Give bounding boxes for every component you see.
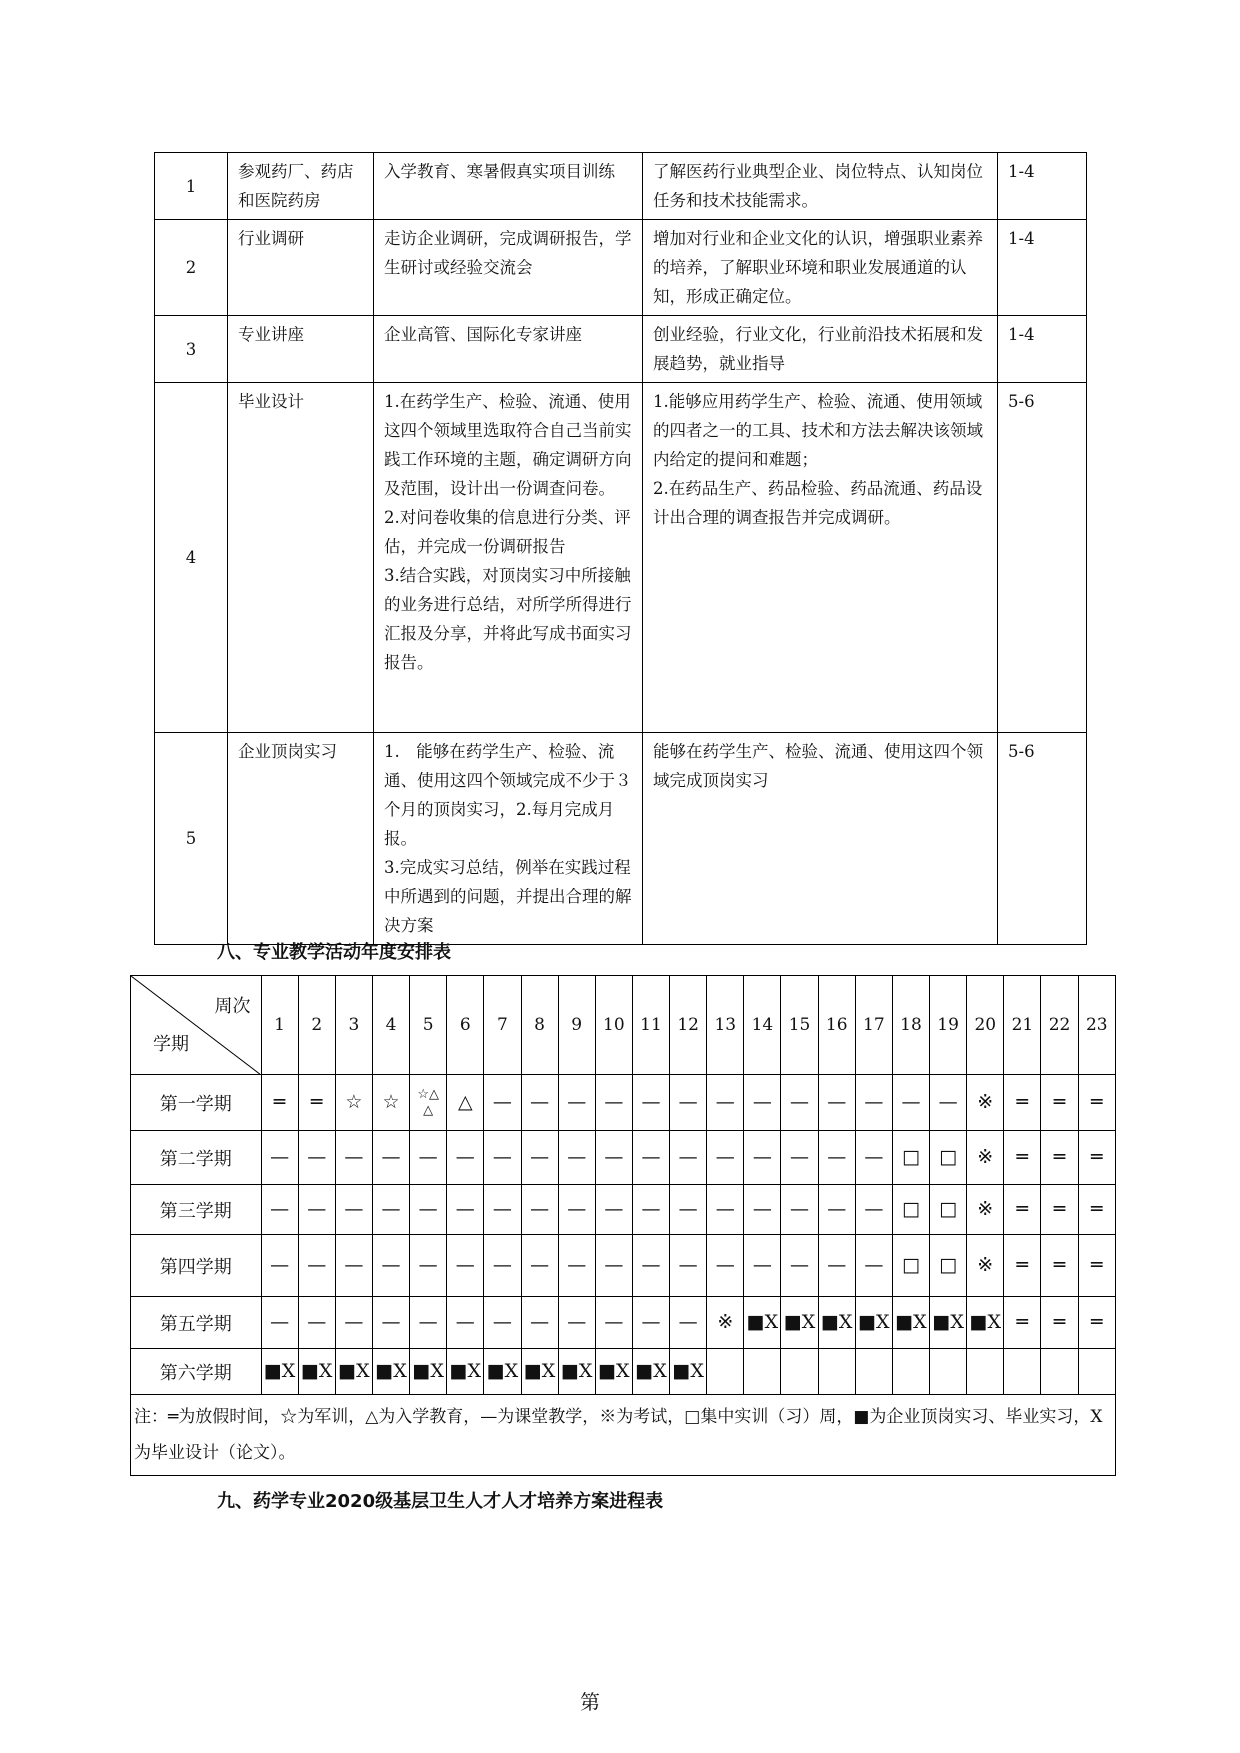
schedule-cell: —	[410, 1185, 447, 1235]
row-number: 5	[155, 733, 228, 945]
schedule-cell: ☆	[372, 1075, 409, 1131]
week-header: 2	[298, 976, 335, 1075]
week-header: 4	[372, 976, 409, 1075]
schedule-cell: —	[892, 1075, 929, 1131]
week-header: 20	[967, 976, 1004, 1075]
schedule-cell	[892, 1349, 929, 1395]
term-label: 第三学期	[131, 1185, 262, 1235]
week-header: 23	[1078, 976, 1115, 1075]
schedule-cell: —	[707, 1185, 744, 1235]
page-footer: 第	[580, 1690, 600, 1714]
schedule-cell: —	[707, 1075, 744, 1131]
schedule-cell: —	[744, 1131, 781, 1185]
practice-activities-table	[154, 152, 1087, 945]
schedule-cell: ■X	[670, 1349, 707, 1395]
schedule-cell: —	[484, 1075, 521, 1131]
schedule-cell: —	[744, 1075, 781, 1131]
schedule-cell: —	[410, 1131, 447, 1185]
schedule-cell: ═	[1004, 1235, 1041, 1297]
schedule-cell: ═	[1078, 1131, 1115, 1185]
activity-goal	[643, 153, 998, 220]
schedule-cell: ═	[1004, 1075, 1041, 1131]
schedule-cell: ■X	[447, 1349, 484, 1395]
schedule-cell: —	[595, 1075, 632, 1131]
annual-schedule-table	[130, 975, 1116, 1476]
schedule-cell: —	[521, 1297, 558, 1349]
schedule-cell: —	[410, 1235, 447, 1297]
schedule-cell: —	[447, 1235, 484, 1297]
schedule-cell: —	[632, 1131, 669, 1185]
schedule-cell: ■X	[521, 1349, 558, 1395]
schedule-cell: □	[892, 1235, 929, 1297]
schedule-cell: —	[484, 1131, 521, 1185]
schedule-cell: —	[818, 1235, 855, 1297]
activity-form-line: 1. 能够在药学生产、检验、流通、使用这四个领域完成不少于３个月的顶岗实习，2.每月完成月报。	[384, 742, 632, 848]
week-header: 13	[707, 976, 744, 1075]
schedule-cell: ■X	[595, 1349, 632, 1395]
schedule-cell: ■X	[558, 1349, 595, 1395]
week-header: 7	[484, 976, 521, 1075]
schedule-cell: —	[781, 1235, 818, 1297]
schedule-cell: —	[298, 1131, 335, 1185]
schedule-cell	[1004, 1349, 1041, 1395]
activity-form-line: 走访企业调研，完成调研报告，学生研讨或经验交流会	[384, 229, 632, 277]
practice-row	[155, 153, 1087, 220]
schedule-cell: △	[447, 1075, 484, 1131]
schedule-cell: ═	[1041, 1075, 1078, 1131]
schedule-cell: —	[670, 1185, 707, 1235]
schedule-cell: —	[521, 1131, 558, 1185]
schedule-cell: ■X	[818, 1297, 855, 1349]
schedule-cell	[1041, 1349, 1078, 1395]
schedule-cell: □	[892, 1185, 929, 1235]
schedule-cell: —	[335, 1297, 372, 1349]
schedule-cell: —	[484, 1185, 521, 1235]
practice-table-body	[155, 153, 1087, 945]
activity-form-line: 1.在药学生产、检验、流通、使用这四个领域里选取符合自己当前实践工作环境的主题，确定调研方向及范围，设计出一份调查问卷。	[384, 392, 632, 498]
schedule-cell: —	[372, 1297, 409, 1349]
activity-goal	[643, 383, 998, 733]
week-header: 1	[261, 976, 298, 1075]
schedule-cell: —	[558, 1075, 595, 1131]
schedule-cell: ■X	[372, 1349, 409, 1395]
activity-form	[374, 316, 643, 383]
schedule-cell: —	[744, 1185, 781, 1235]
schedule-cell: —	[595, 1297, 632, 1349]
row-number: 2	[155, 220, 228, 316]
week-header: 22	[1041, 976, 1078, 1075]
activity-goal-line: 1.能够应用药学生产、检验、流通、使用领域的四者之一的工具、技术和方法去解决该领域内给定的提问和难题；	[653, 392, 983, 469]
activity-form-line: 3.结合实践，对顶岗实习中所接触的业务进行总结，对所学所得进行汇报及分享，并将此写成书面实习报告。	[384, 566, 632, 672]
schedule-cell	[967, 1349, 1004, 1395]
schedule-cell: ■X	[261, 1349, 298, 1395]
practice-row	[155, 383, 1087, 733]
week-header: 16	[818, 976, 855, 1075]
activity-name: 毕业设计	[228, 383, 374, 733]
schedule-cell: ═	[298, 1075, 335, 1131]
activity-form-line: 入学教育、寒暑假真实项目训练	[384, 162, 615, 181]
schedule-cell	[781, 1349, 818, 1395]
schedule-cell: —	[781, 1131, 818, 1185]
schedule-cell: ═	[1004, 1185, 1041, 1235]
schedule-cell: —	[558, 1235, 595, 1297]
section-8-heading: 八、专业教学活动年度安排表	[217, 942, 451, 963]
week-header: 5	[410, 976, 447, 1075]
term-row	[131, 1235, 1116, 1297]
week-header: 6	[447, 976, 484, 1075]
corner-term-label: 学期	[153, 1034, 189, 1055]
corner-header	[131, 976, 262, 1075]
activity-form-line: 3.完成实习总结，例举在实践过程中所遇到的问题，并提出合理的解决方案	[384, 858, 632, 935]
schedule-cell: ■X	[967, 1297, 1004, 1349]
schedule-cell: —	[261, 1185, 298, 1235]
schedule-cell	[1078, 1349, 1115, 1395]
term-label: 第二学期	[131, 1131, 262, 1185]
activity-term: 5-6	[998, 733, 1087, 945]
schedule-cell: —	[558, 1297, 595, 1349]
schedule-cell: —	[632, 1235, 669, 1297]
schedule-cell: —	[595, 1185, 632, 1235]
schedule-cell: ═	[1078, 1185, 1115, 1235]
row-number: 4	[155, 383, 228, 733]
week-header: 11	[632, 976, 669, 1075]
schedule-cell: —	[855, 1075, 892, 1131]
schedule-cell: ※	[967, 1131, 1004, 1185]
schedule-cell	[818, 1349, 855, 1395]
schedule-cell: ═	[1004, 1131, 1041, 1185]
schedule-cell: —	[484, 1235, 521, 1297]
schedule-cell: —	[335, 1235, 372, 1297]
diagonal-divider	[131, 976, 261, 1075]
schedule-cell: ═	[1041, 1131, 1078, 1185]
activity-form	[374, 220, 643, 316]
schedule-cell: —	[335, 1185, 372, 1235]
schedule-cell: □	[892, 1131, 929, 1185]
schedule-cell: ■X	[484, 1349, 521, 1395]
schedule-cell: ※	[967, 1185, 1004, 1235]
term-label: 第四学期	[131, 1235, 262, 1297]
week-header: 19	[930, 976, 967, 1075]
schedule-cell: ■X	[855, 1297, 892, 1349]
schedule-cell: —	[521, 1075, 558, 1131]
schedule-cell: ■X	[298, 1349, 335, 1395]
term-row	[131, 1185, 1116, 1235]
schedule-cell: —	[372, 1185, 409, 1235]
week-header: 10	[595, 976, 632, 1075]
week-header: 15	[781, 976, 818, 1075]
activity-name: 专业讲座	[228, 316, 374, 383]
activity-goal-line: 创业经验，行业文化，行业前沿技术拓展和发展趋势，就业指导	[653, 325, 983, 373]
schedule-cell: □	[930, 1235, 967, 1297]
term-row	[131, 1297, 1116, 1349]
activity-goal-line: 能够在药学生产、检验、流通、使用这四个领域完成顶岗实习	[653, 742, 983, 790]
schedule-cell: —	[558, 1131, 595, 1185]
schedule-cell: —	[410, 1297, 447, 1349]
schedule-cell: —	[298, 1185, 335, 1235]
schedule-cell	[707, 1349, 744, 1395]
week-header: 12	[670, 976, 707, 1075]
activity-term: 1-4	[998, 153, 1087, 220]
week-header: 17	[855, 976, 892, 1075]
schedule-cell: —	[484, 1297, 521, 1349]
activity-goal-line: 2.在药品生产、药品检验、药品流通、药品设计出合理的调查报告并完成调研。	[653, 479, 983, 527]
schedule-cell: —	[298, 1235, 335, 1297]
schedule-cell: ※	[707, 1297, 744, 1349]
legend-note: 注：═为放假时间，☆为军训，△为入学教育，—为课堂教学，※为考试，□集中实训（习）周，■为企业顶岗实习、毕业实习，X为毕业设计（论文）。	[131, 1395, 1116, 1476]
schedule-cell: □	[930, 1131, 967, 1185]
activity-goal	[643, 316, 998, 383]
schedule-cell: —	[670, 1235, 707, 1297]
schedule-cell: ☆△ △	[410, 1075, 447, 1131]
schedule-cell: —	[707, 1235, 744, 1297]
activity-name: 行业调研	[228, 220, 374, 316]
schedule-cell: —	[818, 1075, 855, 1131]
section-9-heading: 九、药学专业2020级基层卫生人才人才培养方案进程表	[217, 1491, 664, 1512]
practice-row	[155, 733, 1087, 945]
activity-form-line: 2.对问卷收集的信息进行分类、评估，并完成一份调研报告	[384, 508, 631, 556]
schedule-cell: —	[781, 1075, 818, 1131]
schedule-cell: ※	[967, 1075, 1004, 1131]
practice-row	[155, 220, 1087, 316]
schedule-cell: ■X	[744, 1297, 781, 1349]
corner-week-label: 周次	[214, 996, 251, 1017]
schedule-cell: —	[261, 1235, 298, 1297]
row-number: 3	[155, 316, 228, 383]
term-row	[131, 1131, 1116, 1185]
term-label: 第六学期	[131, 1349, 262, 1395]
schedule-cell: —	[670, 1131, 707, 1185]
activity-form-line: 企业高管、国际化专家讲座	[384, 325, 582, 344]
schedule-cell: —	[744, 1235, 781, 1297]
schedule-cell: —	[632, 1297, 669, 1349]
term-row	[131, 1349, 1116, 1395]
schedule-cell: —	[930, 1075, 967, 1131]
week-header: 21	[1004, 976, 1041, 1075]
row-number: 1	[155, 153, 228, 220]
activity-goal	[643, 733, 998, 945]
week-header: 14	[744, 976, 781, 1075]
activity-goal-line: 了解医药行业典型企业、岗位特点、认知岗位任务和技术技能需求。	[653, 162, 983, 210]
schedule-cell: □	[930, 1185, 967, 1235]
schedule-cell: —	[818, 1131, 855, 1185]
term-row	[131, 1075, 1116, 1131]
week-header: 8	[521, 976, 558, 1075]
schedule-cell: —	[632, 1185, 669, 1235]
schedule-cell: —	[781, 1185, 818, 1235]
schedule-body	[131, 1075, 1116, 1476]
schedule-cell: ■X	[410, 1349, 447, 1395]
schedule-cell: ☆	[335, 1075, 372, 1131]
schedule-cell: —	[447, 1131, 484, 1185]
activity-goal-line: 增加对行业和企业文化的认识，增强职业素养的培养，了解职业环境和职业发展通道的认知，形成正确定位。	[653, 229, 983, 306]
schedule-header-row	[131, 976, 1116, 1075]
schedule-cell	[744, 1349, 781, 1395]
schedule-cell: —	[670, 1297, 707, 1349]
activity-term: 5-6	[998, 383, 1087, 733]
schedule-cell: ═	[1078, 1075, 1115, 1131]
schedule-cell: ■X	[632, 1349, 669, 1395]
schedule-cell: ■X	[335, 1349, 372, 1395]
activity-term: 1-4	[998, 316, 1087, 383]
activity-goal	[643, 220, 998, 316]
activity-form	[374, 733, 643, 945]
schedule-cell: —	[818, 1185, 855, 1235]
activity-form	[374, 153, 643, 220]
schedule-cell: ═	[1041, 1235, 1078, 1297]
schedule-cell: —	[855, 1185, 892, 1235]
schedule-cell: —	[261, 1131, 298, 1185]
schedule-cell: —	[707, 1131, 744, 1185]
week-header: 18	[892, 976, 929, 1075]
activity-name: 参观药厂、药店和医院药房	[228, 153, 374, 220]
schedule-cell: —	[447, 1297, 484, 1349]
schedule-cell: —	[298, 1297, 335, 1349]
schedule-cell: —	[335, 1131, 372, 1185]
schedule-cell: ■X	[892, 1297, 929, 1349]
schedule-cell: —	[521, 1185, 558, 1235]
schedule-cell: —	[632, 1075, 669, 1131]
schedule-cell: ═	[1041, 1297, 1078, 1349]
term-label: 第五学期	[131, 1297, 262, 1349]
schedule-cell: ※	[967, 1235, 1004, 1297]
schedule-cell: ═	[1004, 1297, 1041, 1349]
schedule-cell: —	[595, 1131, 632, 1185]
schedule-cell	[930, 1349, 967, 1395]
schedule-cell: —	[670, 1075, 707, 1131]
schedule-cell: —	[447, 1185, 484, 1235]
schedule-cell: ═	[261, 1075, 298, 1131]
schedule-cell: —	[521, 1235, 558, 1297]
practice-row	[155, 316, 1087, 383]
term-label: 第一学期	[131, 1075, 262, 1131]
activity-name: 企业顶岗实习	[228, 733, 374, 945]
schedule-cell: ═	[1078, 1297, 1115, 1349]
schedule-cell: ■X	[781, 1297, 818, 1349]
schedule-cell	[855, 1349, 892, 1395]
schedule-cell: —	[855, 1131, 892, 1185]
schedule-cell: —	[558, 1185, 595, 1235]
week-header: 3	[335, 976, 372, 1075]
legend-row	[131, 1395, 1116, 1476]
week-header: 9	[558, 976, 595, 1075]
schedule-cell: ═	[1078, 1235, 1115, 1297]
activity-form	[374, 383, 643, 733]
schedule-cell: ■X	[930, 1297, 967, 1349]
schedule-cell: —	[261, 1297, 298, 1349]
schedule-cell: —	[855, 1235, 892, 1297]
schedule-cell: ═	[1041, 1185, 1078, 1235]
schedule-cell: —	[372, 1131, 409, 1185]
schedule-cell: —	[595, 1235, 632, 1297]
activity-term: 1-4	[998, 220, 1087, 316]
schedule-cell: —	[372, 1235, 409, 1297]
